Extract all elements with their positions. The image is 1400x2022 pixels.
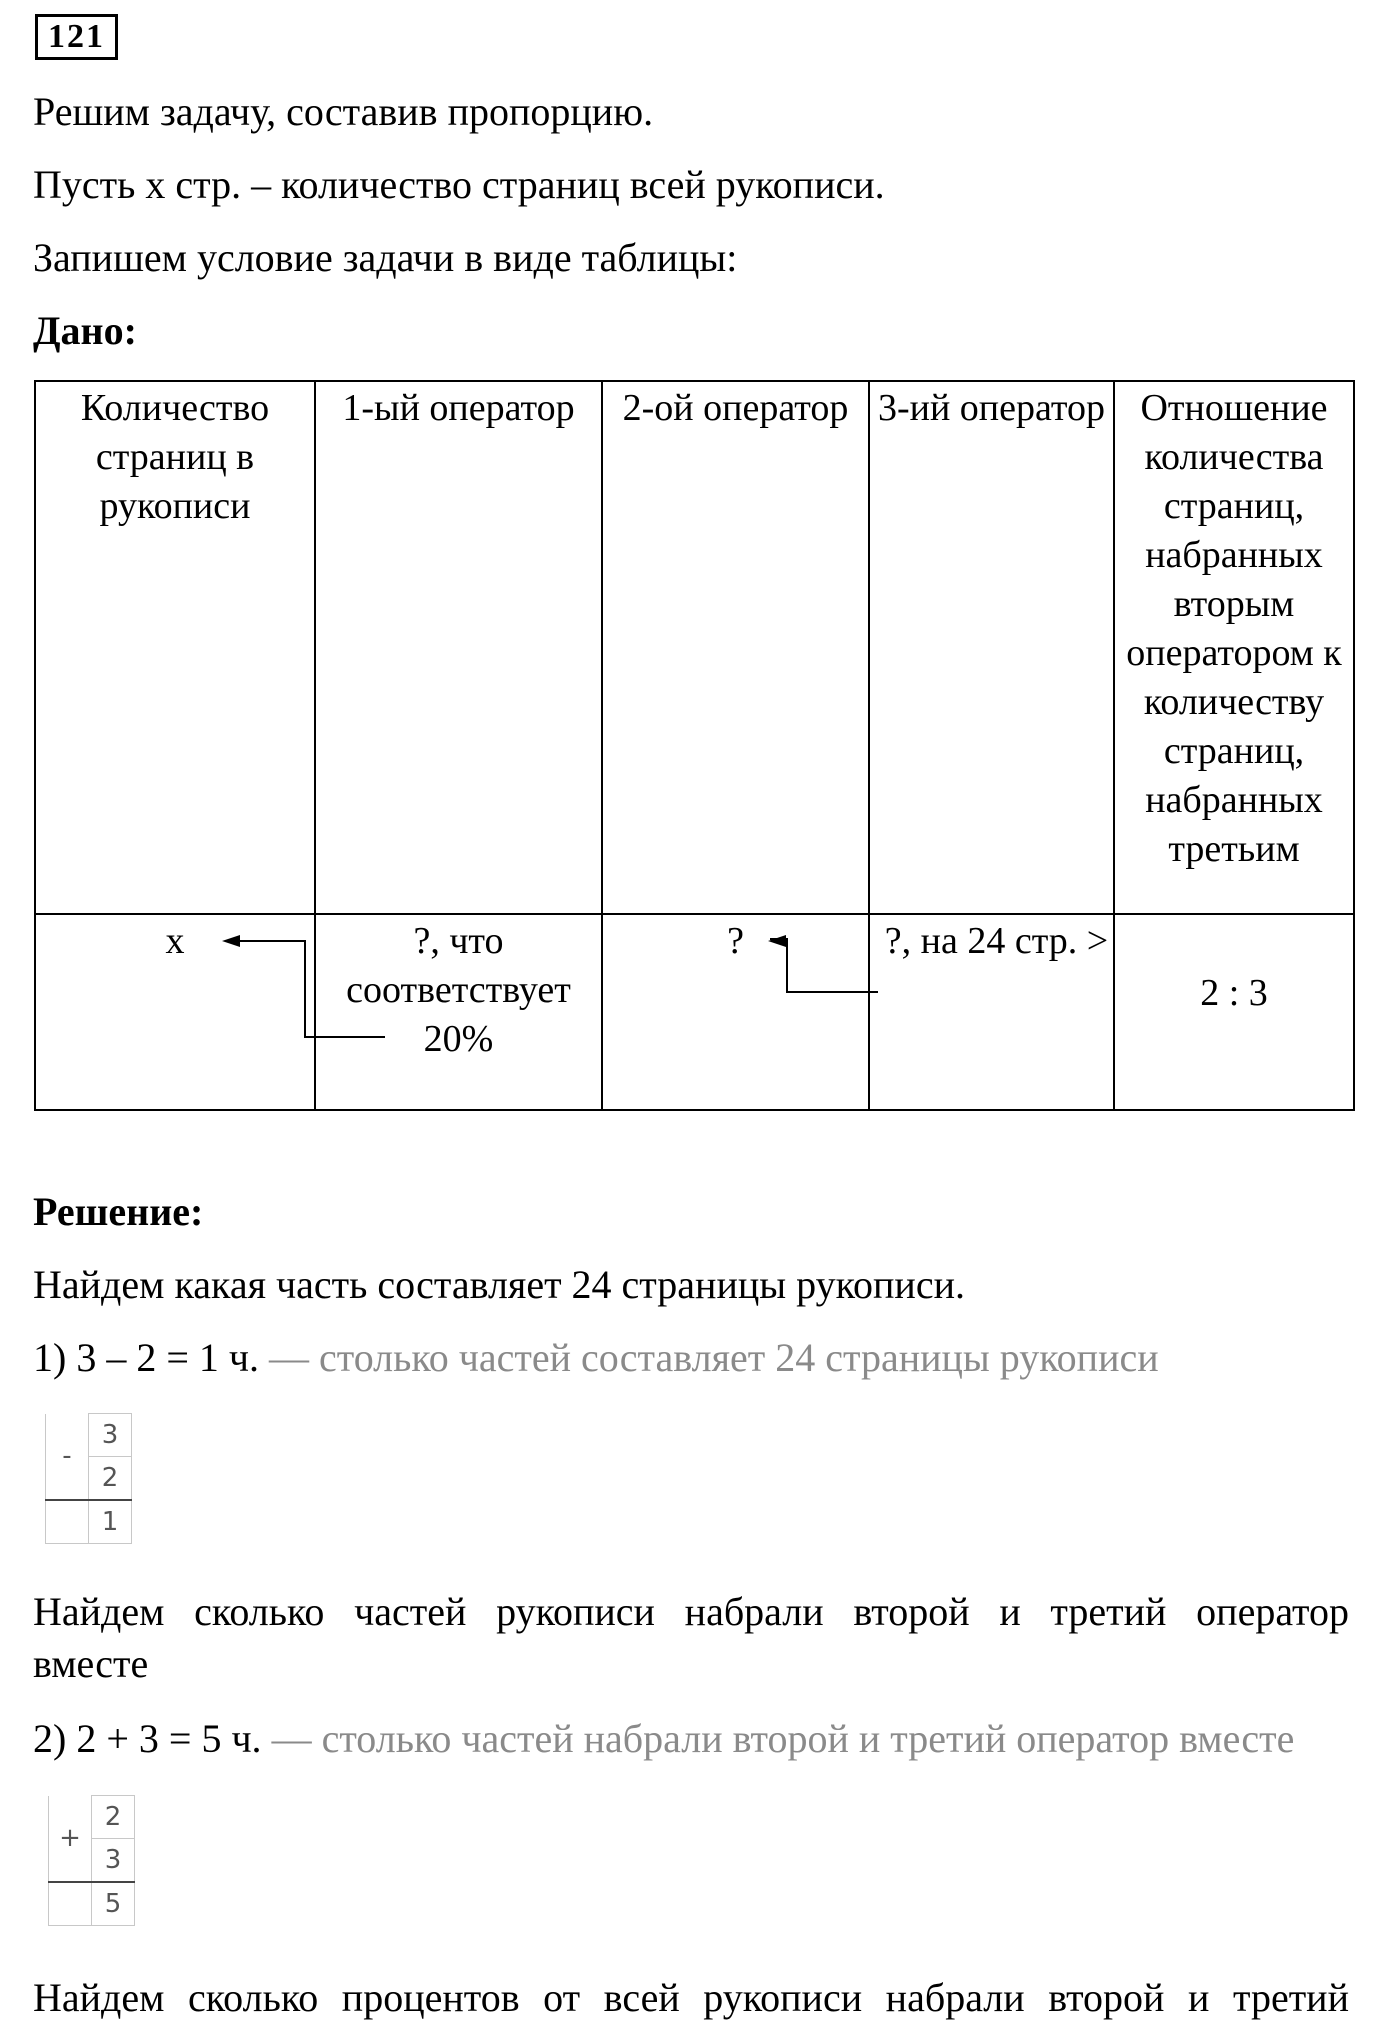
- header-pages: Количество страниц в рукописи: [35, 381, 315, 914]
- solution-label: Решение:: [33, 1189, 204, 1234]
- intro-line-1: Решим задачу, составив пропорцию.: [33, 89, 654, 134]
- step1-intro: Найдем какая часть составляет 24 страницы рукописи.: [33, 1262, 965, 1307]
- cell-pages: х: [35, 914, 315, 1110]
- step2-intro-line-2: вместе: [33, 1641, 149, 1686]
- cell-operator-1: ?, что соответствует 20%: [315, 914, 602, 1110]
- header-operator-1: 1-ый оператор: [315, 381, 602, 914]
- calc2-operator: +: [49, 1796, 92, 1883]
- given-table: [34, 380, 1355, 1111]
- step2-line: [33, 1715, 1294, 1763]
- calc1-operator: -: [46, 1414, 89, 1501]
- calc1-b: 2: [89, 1457, 132, 1501]
- step2-expression: 2) 2 + 3 = 5 ч.: [33, 1716, 262, 1761]
- calc-addition: [48, 1795, 135, 1926]
- step3-intro: Найдем сколько процентов от всей рукописи набрали второй и третий: [33, 1975, 1349, 2020]
- calc2-empty: [49, 1882, 92, 1926]
- calc2-result: 5: [92, 1882, 135, 1926]
- step1-line: [33, 1334, 1159, 1382]
- step1-expression: 1) 3 – 2 = 1 ч.: [33, 1335, 259, 1380]
- intro-line-3: Запишем условие задачи в виде таблицы:: [33, 235, 738, 280]
- cell-operator-2: ?: [602, 914, 869, 1110]
- calc2-a: 2: [92, 1796, 135, 1839]
- header-operator-2: 2-ой оператор: [602, 381, 869, 914]
- calc1-result: 1: [89, 1500, 132, 1544]
- calc1-empty: [46, 1500, 89, 1544]
- calc2-b: 3: [92, 1839, 135, 1883]
- intro-line-2: Пусть х стр. – количество страниц всей рукописи.: [33, 162, 885, 207]
- cell-operator-3: ?, на 24 стр. >: [869, 914, 1114, 1110]
- step2-comment: — столько частей набрали второй и третий оператор вместе: [271, 1716, 1295, 1761]
- calc-subtraction: [45, 1413, 132, 1544]
- given-label: Дано:: [33, 308, 137, 353]
- task-number: 121: [35, 14, 118, 60]
- step1-comment: — столько частей составляет 24 страницы рукописи: [269, 1335, 1159, 1380]
- header-ratio: Отношение количества страниц, набранных вторым оператором к количеству страниц, набранных третьим: [1114, 381, 1354, 914]
- given-table-data-row: [35, 914, 1354, 1110]
- cell-ratio: 2 : 3: [1114, 914, 1354, 1110]
- header-operator-3: 3-ий оператор: [869, 381, 1114, 914]
- given-table-header-row: [35, 381, 1354, 914]
- calc1-a: 3: [89, 1414, 132, 1457]
- step2-intro-line-1: Найдем сколько частей рукописи набрали второй и третий оператор: [33, 1589, 1349, 1634]
